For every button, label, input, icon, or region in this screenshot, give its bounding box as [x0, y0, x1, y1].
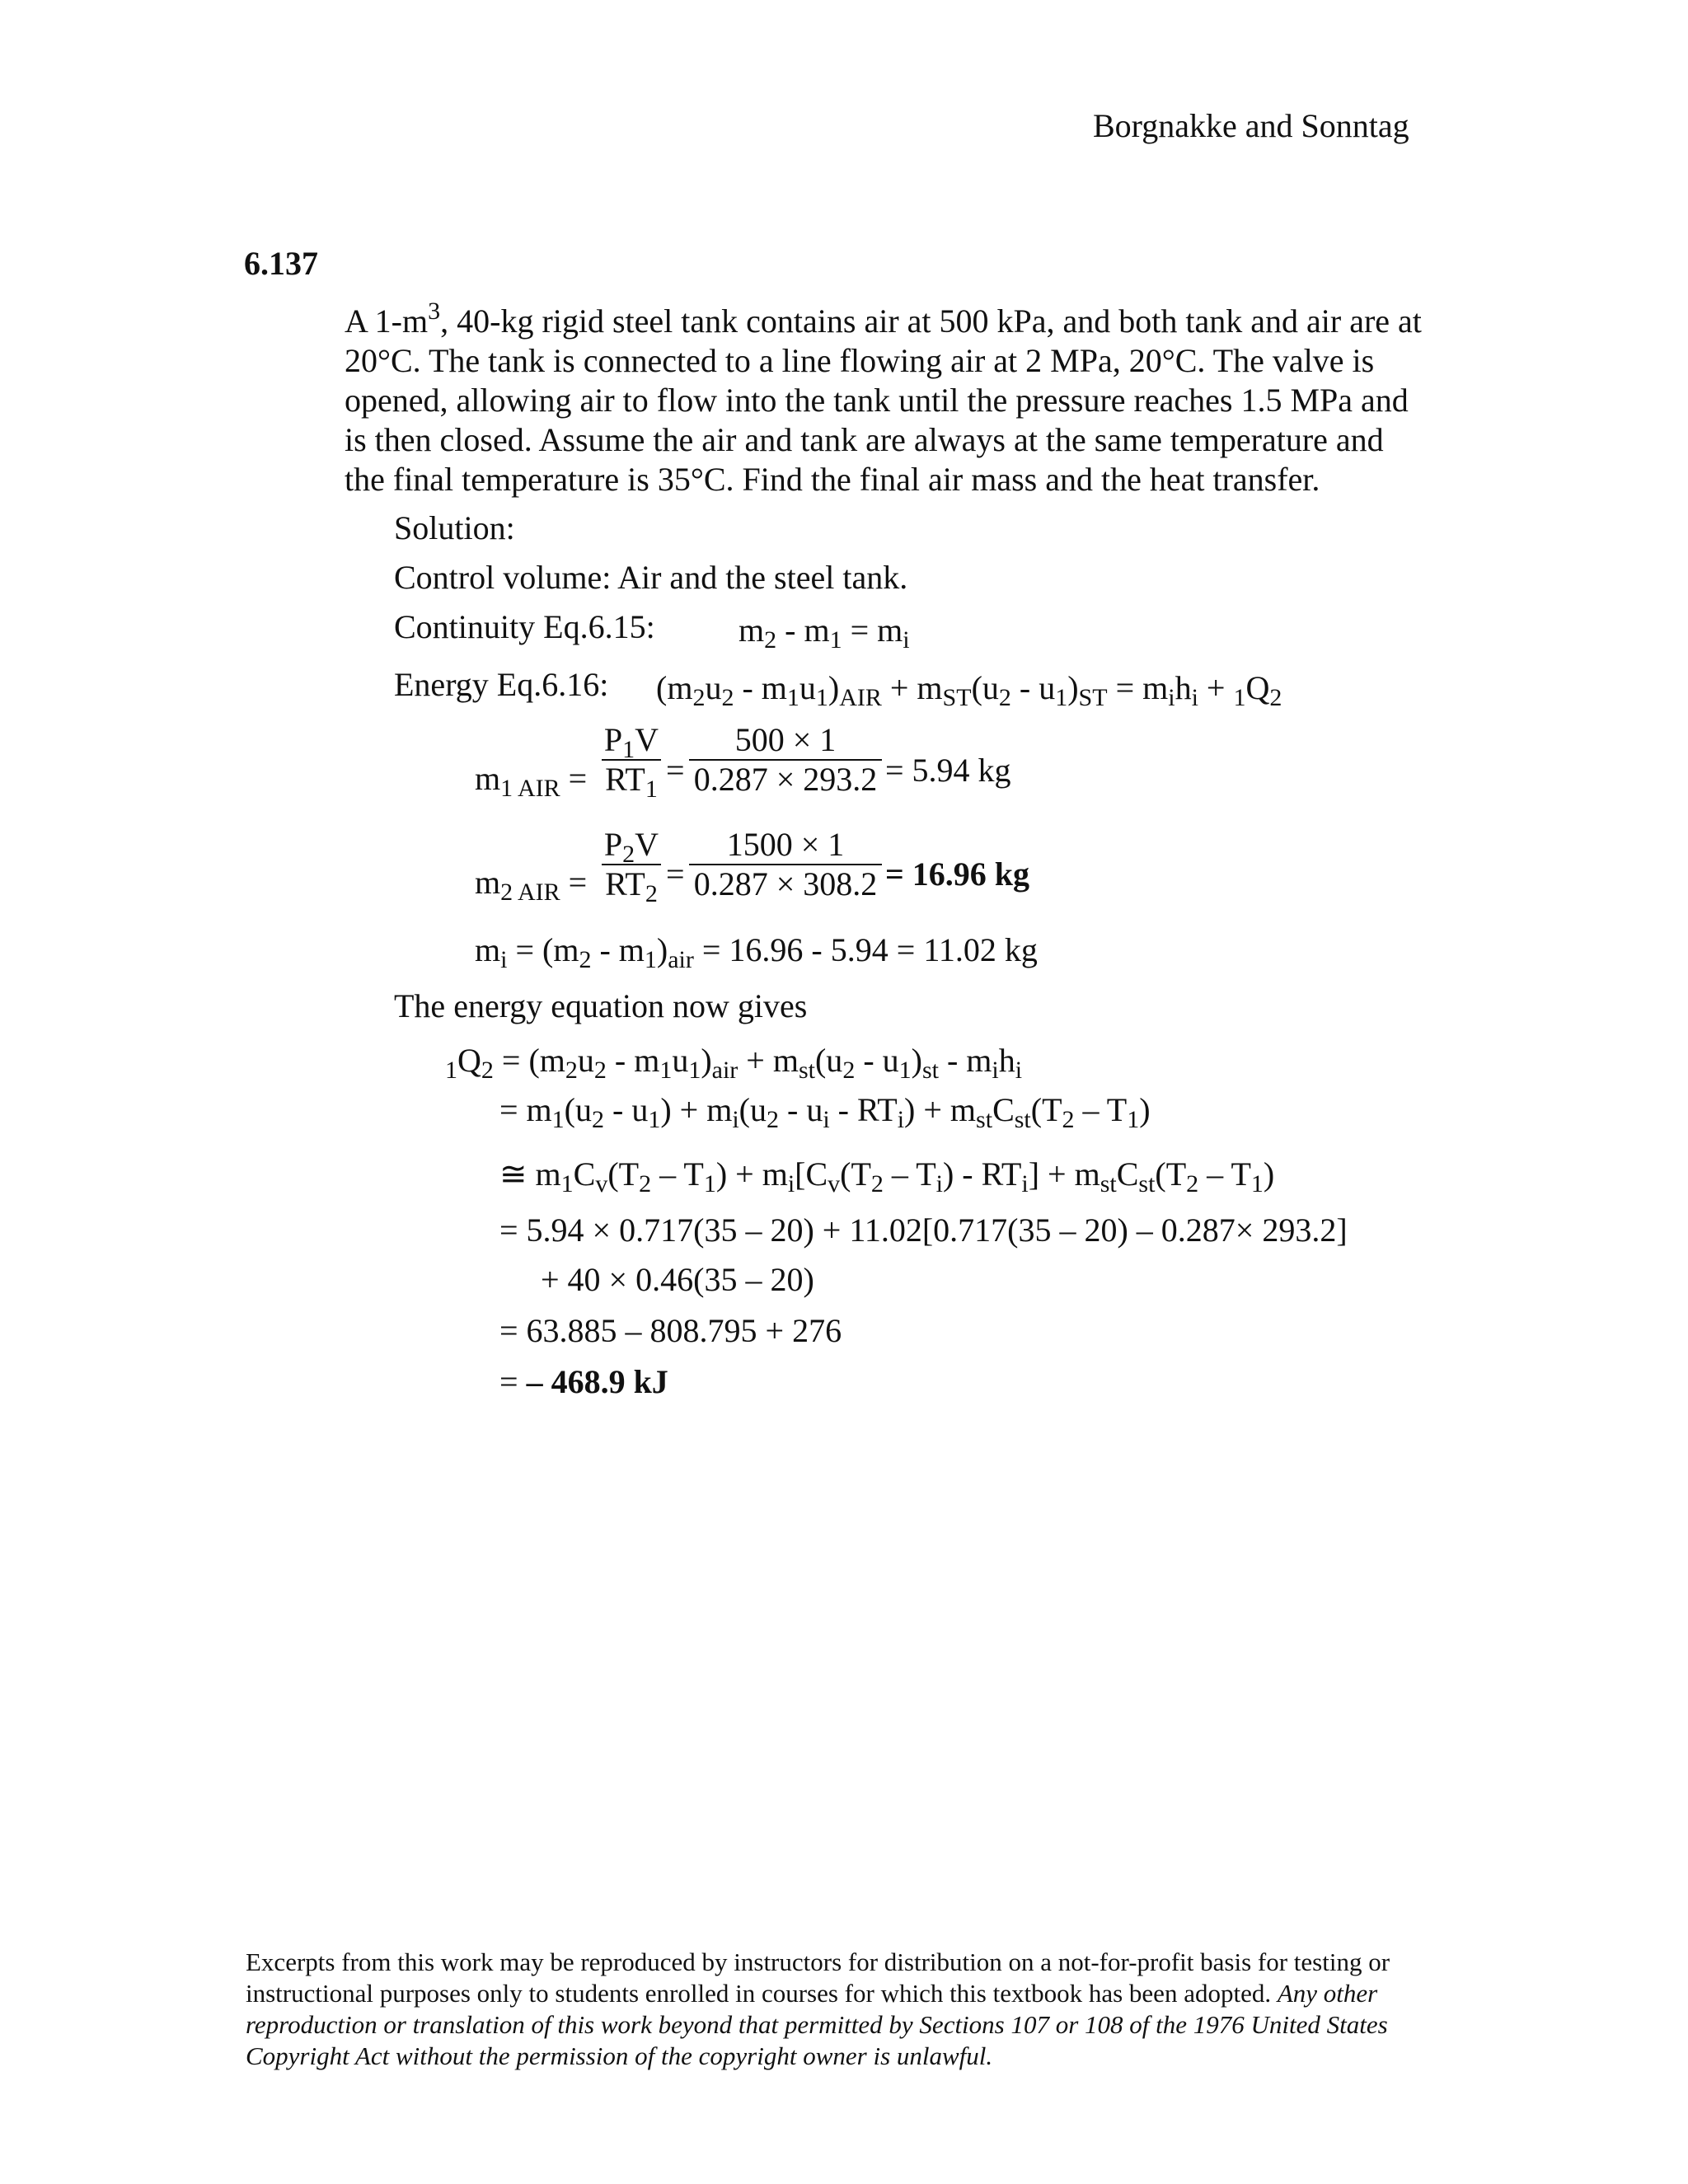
- copyright-footer: Excerpts from this work may be reproduced by instructors for distribution on a not-for-profit basis for testing or instructional purposes only to students enrolled in courses for which this textbook has been adopted. Any other reproduction or translation of this work beyond that permitted by Sections 107 or 108 of the 1976 United States Copyright Act without the permission of the copyright owner is unlawful.: [246, 1947, 1390, 2070]
- m2-fraction-symbolic: $\frac{P_2V}{RT_2}$: [602, 826, 661, 903]
- problem-number: 6.137: [244, 245, 318, 282]
- statement-line-5: the final temperature is 35°C. Find the final air mass and the heat transfer.: [345, 461, 1320, 498]
- q-line-4: = 5.94 × 0.717(35 – 20) + 11.02[0.717(35 – 20) – 0.287× 293.2]: [499, 1212, 1348, 1249]
- continuity-label: Continuity Eq.6.15:: [394, 608, 655, 645]
- q-line-6: = 63.885 – 808.795 + 276: [499, 1312, 842, 1349]
- energy-gives-text: The energy equation now gives: [394, 987, 808, 1024]
- mi-equation: $m_i = (m_2 - m_1)_{air} = 16.96 - 5.94 = 11.02$ kg: [475, 931, 1038, 973]
- m1-air-lhs: $m_{1 AIR}$ =: [475, 760, 588, 802]
- m2-air-lhs: $m_{2 AIR}$ =: [475, 864, 588, 906]
- q-line-2: = $m_1(u_2 - u_1) + m_i(u_2 - u_i - RT_i) + m_{st}C_{st}(T_2 - T_1)$: [499, 1091, 1151, 1133]
- statement-line-4: is then closed. Assume the air and tank are always at the same temperature and: [345, 421, 1384, 458]
- m1-fraction-numeric: $\frac{500 \times 1}{0.287 \times 293.2}$: [689, 721, 882, 799]
- q-line-3: ≅ $m_1C_v(T_2 - T_1) + m_i[C_v(T_2 - T_i) - RT_i] + m_{st}C_{st}(T_2 - T_1)$: [499, 1155, 1275, 1197]
- m1-fraction-symbolic: $\frac{P_1V}{RT_1}$: [602, 721, 661, 799]
- header-authors: Borgnakke and Sonntag: [1093, 107, 1409, 144]
- energy-equation: $(m_2u_2 - m_1u_1)_{AIR} + m_{ST}(u_2 - u_1)_{ST} = m_ih_i + _1Q_2$: [656, 669, 1282, 711]
- statement-line-1: A $1-m^3$, 40-kg rigid steel tank contains air at 500 kPa, and both tank and air are at: [345, 298, 1422, 340]
- m1-equals: =: [666, 752, 685, 789]
- q-line-1: $_1Q_2 = (m_2u_2 - m_1u_1)_{air} + m_{st}(u_2 - u_1)_{st} - m_ih_i$: [445, 1042, 1023, 1084]
- energy-label: Energy Eq.6.16:: [394, 666, 609, 703]
- q-final-answer: = – 468.9 kJ: [499, 1363, 668, 1400]
- continuity-equation: $m_2 - m_1 = m_i$: [738, 612, 910, 654]
- statement-line-3: opened, allowing air to flow into the tank until the pressure reaches 1.5 MPa and: [345, 382, 1409, 419]
- statement-line-2: 20°C. The tank is connected to a line flowing air at 2 MPa, 20°C. The valve is: [345, 342, 1375, 379]
- m1-result: = 5.94 kg: [885, 752, 1011, 789]
- m2-result: = 16.96 kg: [885, 855, 1030, 893]
- m2-equals: =: [666, 855, 685, 893]
- q-line-5: + 40 × 0.46(35 – 20): [541, 1261, 814, 1298]
- problem-statement: [345, 298, 1422, 499]
- solution-label: Solution:: [394, 509, 515, 546]
- control-volume: Control volume: Air and the steel tank.: [394, 559, 908, 596]
- m2-fraction-numeric: $\frac{1500 \times 1}{0.287 \times 308.2}$: [689, 826, 882, 903]
